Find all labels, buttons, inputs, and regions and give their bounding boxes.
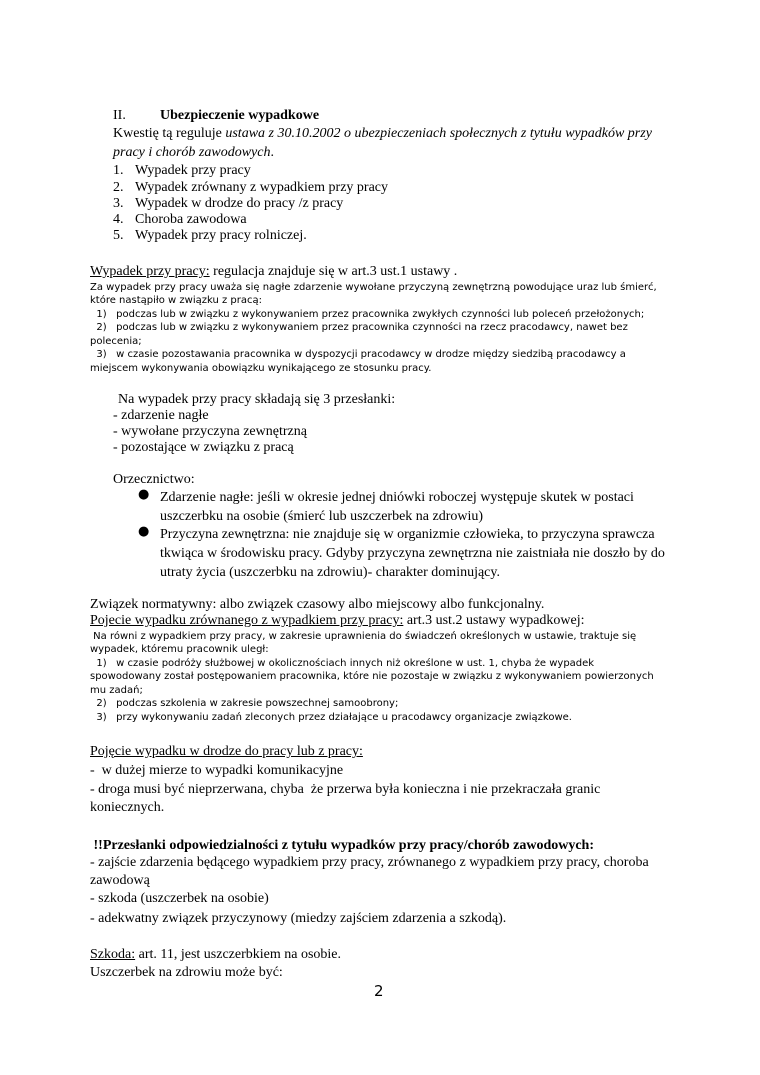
premise-item: - wywołane przyczyna zewnętrzną: [113, 424, 307, 439]
zrownany-definition-line: 2) podczas szkolenia w zakresie powszechnej samoobrony;: [90, 698, 399, 709]
list-item: 2. Wypadek zrównany z wypadkiem przy pracy: [113, 180, 388, 195]
zwiazek-normatywny: Związek normatywny: albo związek czasowy albo miejscowy albo funkcjonalny.: [90, 597, 545, 612]
section-heading: [113, 108, 320, 124]
szkoda-line: Uszczerbek na zdrowiu może być:: [90, 965, 283, 980]
wpp-definition-line: miejscem wykonywania obowiązku wynikającego ze stosunku pracy.: [90, 363, 432, 374]
droga-line: - w dużej mierze to wypadki komunikacyjne: [90, 763, 344, 778]
bullet-icon: ●: [138, 524, 150, 539]
wpp-definition-line: 2) podczas lub w związku z wykonywaniem przez pracownika czynności na rzecz pracodawcy, nawet bez: [90, 322, 628, 333]
zrownany-definition-line: 3) przy wykonywaniu zadań zleconych przez działające u pracodawcy organizacje związkowe.: [90, 712, 572, 723]
bullet-icon: ●: [138, 487, 150, 502]
droga-line: koniecznych.: [90, 800, 165, 815]
wpp-definition-line: 3) w czasie pozostawania pracownika w dyspozycji pracodawcy w drodze między siedzibą pracodawcy a: [90, 349, 626, 360]
droga-line: - droga musi być nieprzerwana, chyba że przerwa była konieczna i nie przekraczała granic: [90, 782, 601, 797]
przeslanki-line: zawodową: [90, 873, 150, 888]
szkoda-heading: Szkoda: art. 11, jest uszczerbkiem na osobie.: [90, 947, 342, 962]
orzecznictwo-line: utraty życia (uszczerbku na zdrowiu)- charakter dominujący.: [160, 565, 500, 580]
list-item: 1. Wypadek przy pracy: [113, 163, 251, 178]
orzecznictwo-line: tkwiąca w środowisku pracy. Gdyby przyczyna zewnętrzna nie zaistniała nie doszło by do: [160, 546, 665, 561]
przeslanki-heading: !!Przesłanki odpowiedzialności z tytułu wypadków przy pracy/chorób zawodowych:: [90, 838, 594, 853]
orzecznictwo-line: Przyczyna zewnętrzna: nie znajduje się w organizmie człowieka, to przyczyna sprawcza: [160, 527, 655, 542]
zrownany-definition-line: spowodowany został postępowaniem pracownika, które nie pozostaje w związku z wykonywaniem powierzonych: [90, 671, 654, 682]
section-intro-line-1: Kwestię tą reguluje ustawa z 30.10.2002 o ubezpieczeniach społecznych z tytułu wypadków przy: [113, 126, 652, 141]
zrownany-heading: Pojecie wypadku zrównanego z wypadkiem przy pracy: art.3 ust.2 ustawy wypadkowej:: [90, 613, 585, 628]
list-item: 5. Wypadek przy pracy rolniczej.: [113, 228, 307, 243]
orzecznictwo-heading: Orzecznictwo:: [113, 472, 195, 487]
page-number: 2: [374, 982, 384, 1000]
zrownany-definition-line: Na równi z wypadkiem przy pracy, w zakresie uprawnienia do świadczeń określonych w ustawie, traktuje się: [90, 631, 637, 642]
przeslanki-line: - adekwatny związek przyczynowy (miedzy zajściem zdarzenia a szkodą).: [90, 911, 507, 926]
orzecznictwo-line: Zdarzenie nagłe: jeśli w okresie jednej dniówki roboczej występuje skutek w postaci: [160, 490, 634, 505]
section-numeral: II.: [113, 108, 126, 123]
section-intro-line-2: pracy i chorób zawodowych.: [113, 145, 274, 160]
zrownany-definition-line: wypadek, któremu pracownik uległ:: [90, 644, 269, 655]
wpp-definition-line: Za wypadek przy pracy uważa się nagłe zdarzenie wywołane przyczyną zewnętrzną powodujące uraz lub śmierć,: [90, 282, 657, 293]
droga-heading: Pojęcie wypadku w drodze do pracy lub z pracy:: [90, 744, 363, 759]
zrownany-definition-line: mu zadań;: [90, 685, 143, 696]
premises-intro: Na wypadek przy pracy składają się 3 przesłanki:: [118, 392, 396, 407]
wpp-definition-line: które nastąpiło w związku z pracą:: [90, 295, 262, 306]
wpp-definition-line: polecenia;: [90, 336, 142, 347]
premise-item: - pozostające w związku z pracą: [113, 440, 294, 455]
zrownany-definition-line: 1) w czasie podróży służbowej w okolicznościach innych niż określone w ust. 1, chyba że wypadek: [90, 658, 595, 669]
wpp-heading: Wypadek przy pracy: regulacja znajduje się w art.3 ust.1 ustawy .: [90, 264, 458, 279]
section-title: Ubezpieczenie wypadkowe: [160, 108, 320, 123]
przeslanki-line: - szkoda (uszczerbek na osobie): [90, 891, 269, 906]
list-item: 3. Wypadek w drodze do pracy /z pracy: [113, 196, 344, 211]
premise-item: - zdarzenie nagłe: [113, 408, 209, 423]
wpp-definition-line: 1) podczas lub w związku z wykonywaniem przez pracownika zwykłych czynności lub poleceń przełożonych;: [90, 309, 645, 320]
orzecznictwo-line: uszczerbku na osobie (śmierć lub uszczerbek na zdrowiu): [160, 509, 484, 524]
list-item: 4. Choroba zawodowa: [113, 212, 247, 227]
przeslanki-line: - zajście zdarzenia będącego wypadkiem przy pracy, zrównanego z wypadkiem przy pracy, choroba: [90, 855, 649, 870]
